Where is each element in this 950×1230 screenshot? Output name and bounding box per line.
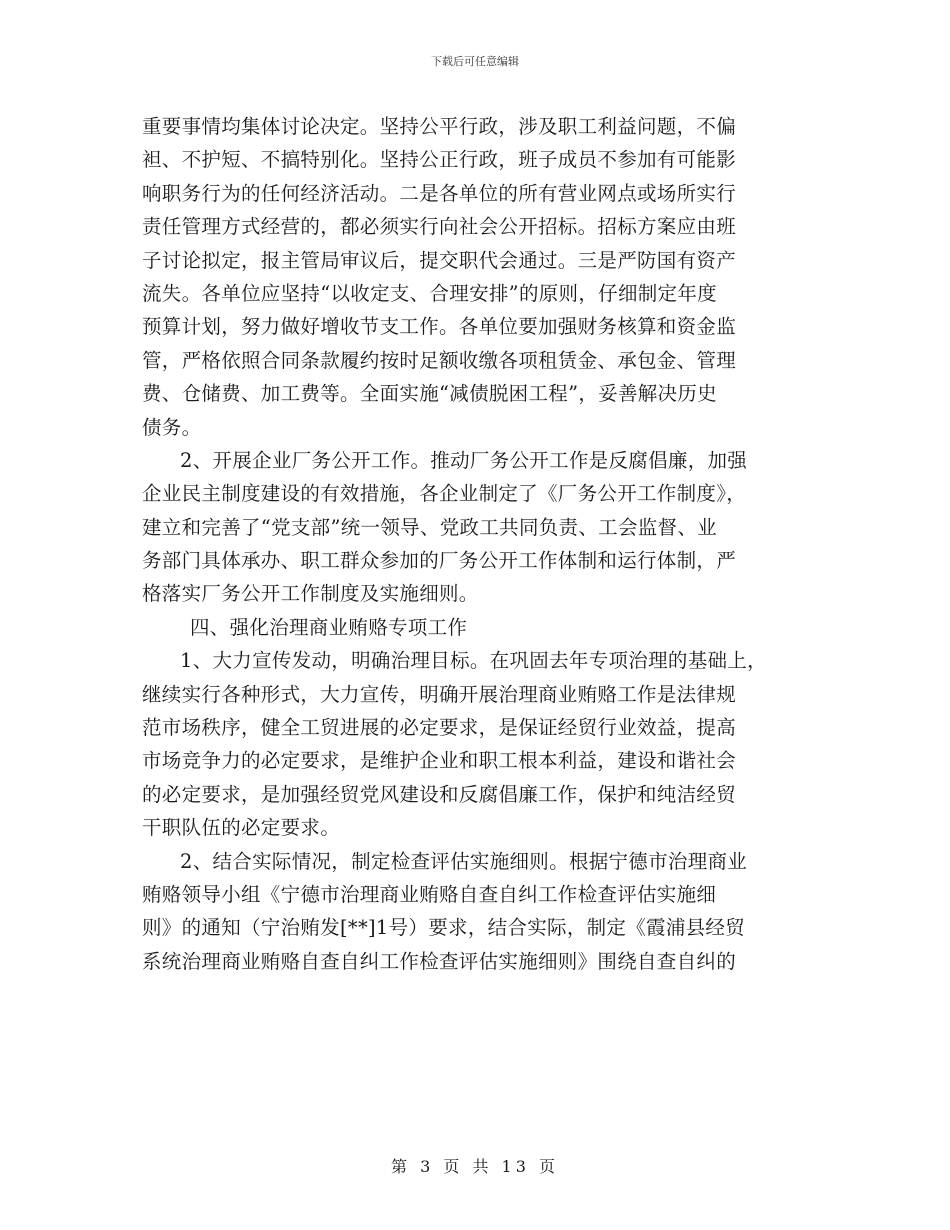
body-line: 子讨论拟定，报主管局审议后，提交职代会通过。三是严防国有资产 — [142, 248, 737, 272]
body-line: 则》的通知（宁治贿发[**]1号）要求，结合实际，制定《霞浦县经贸 — [142, 916, 746, 940]
body-line: 务部门具体承办、职工群众参加的厂务公开工作体制和运行体制，严 — [142, 549, 737, 573]
body-line: 格落实厂务公开工作制度及实施细则。 — [142, 582, 479, 606]
body-line: 的必定要求，是加强经贸党风建设和反腐倡廉工作，保护和纯洁经贸 — [142, 782, 737, 806]
page-number: 第 3 页 共 13 页 — [391, 1157, 559, 1176]
body-line: 费、仓储费、加工费等。全面实施“减债脱困工程”，妥善解决历史 — [142, 382, 717, 406]
paragraph-start: 2、开展企业厂务公开工作。推动厂务公开工作是反腐倡廉，加强 — [180, 448, 748, 472]
paragraph-start: 2、结合实际情况，制定检查评估实施细则。根据宁德市治理商业 — [180, 849, 748, 873]
body-line: 管，严格依照合同条款履约按时足额收缴各项租赁金、承包金、管理 — [142, 348, 737, 372]
body-line: 响职务行为的任何经济活动。二是各单位的所有营业网点或场所实行 — [142, 181, 737, 205]
body-line: 重要事情均集体讨论决定。坚持公平行政，涉及职工利益问题，不偏 — [142, 115, 737, 138]
body-line: 继续实行各种形式，大力宣传，明确开展治理商业贿赂工作是法律规 — [142, 682, 737, 706]
paragraph-start: 1、大力宣传发动，明确治理目标。在巩固去年专项治理的基础上， — [180, 649, 767, 673]
body-line: 企业民主制度建设的有效措施，各企业制定了《厂务公开工作制度》， — [142, 482, 747, 506]
body-line: 干职队伍的必定要求。 — [142, 816, 341, 840]
body-line: 预算计划，努力做好增收节支工作。各单位要加强财务核算和资金监 — [142, 315, 737, 339]
section-heading: 四、强化治理商业贿赂专项工作 — [190, 615, 468, 639]
body-line: 贿赂领导小组《宁德市治理商业贿赂自查自纠工作检查评估实施细 — [142, 882, 717, 906]
body-line: 责任管理方式经营的，都必须实行向社会公开招标。招标方案应由班 — [142, 215, 737, 239]
body-line: 建立和完善了“党支部”统一领导、党政工共同负责、工会监督、业 — [142, 515, 717, 539]
body-line: 流失。各单位应坚持“以收定支、合理安排”的原则，仔细制定年度 — [142, 281, 717, 305]
body-line: 范市场秩序，健全工贸进展的必定要求，是保证经贸行业效益，提高 — [142, 716, 737, 740]
page-header: 下载后可任意编辑 — [431, 55, 519, 68]
body-line: 市场竞争力的必定要求，是维护企业和职工根本利益，建设和谐社会 — [142, 749, 737, 773]
body-line: 袒、不护短、不搞特别化。坚持公正行政，班子成员不参加有可能影 — [142, 148, 737, 172]
document-body — [142, 110, 814, 978]
body-line: 系统治理商业贿赂自查自纠工作检查评估实施细则》围绕自查自纠的 — [142, 949, 737, 973]
body-line: 债务。 — [142, 415, 202, 439]
